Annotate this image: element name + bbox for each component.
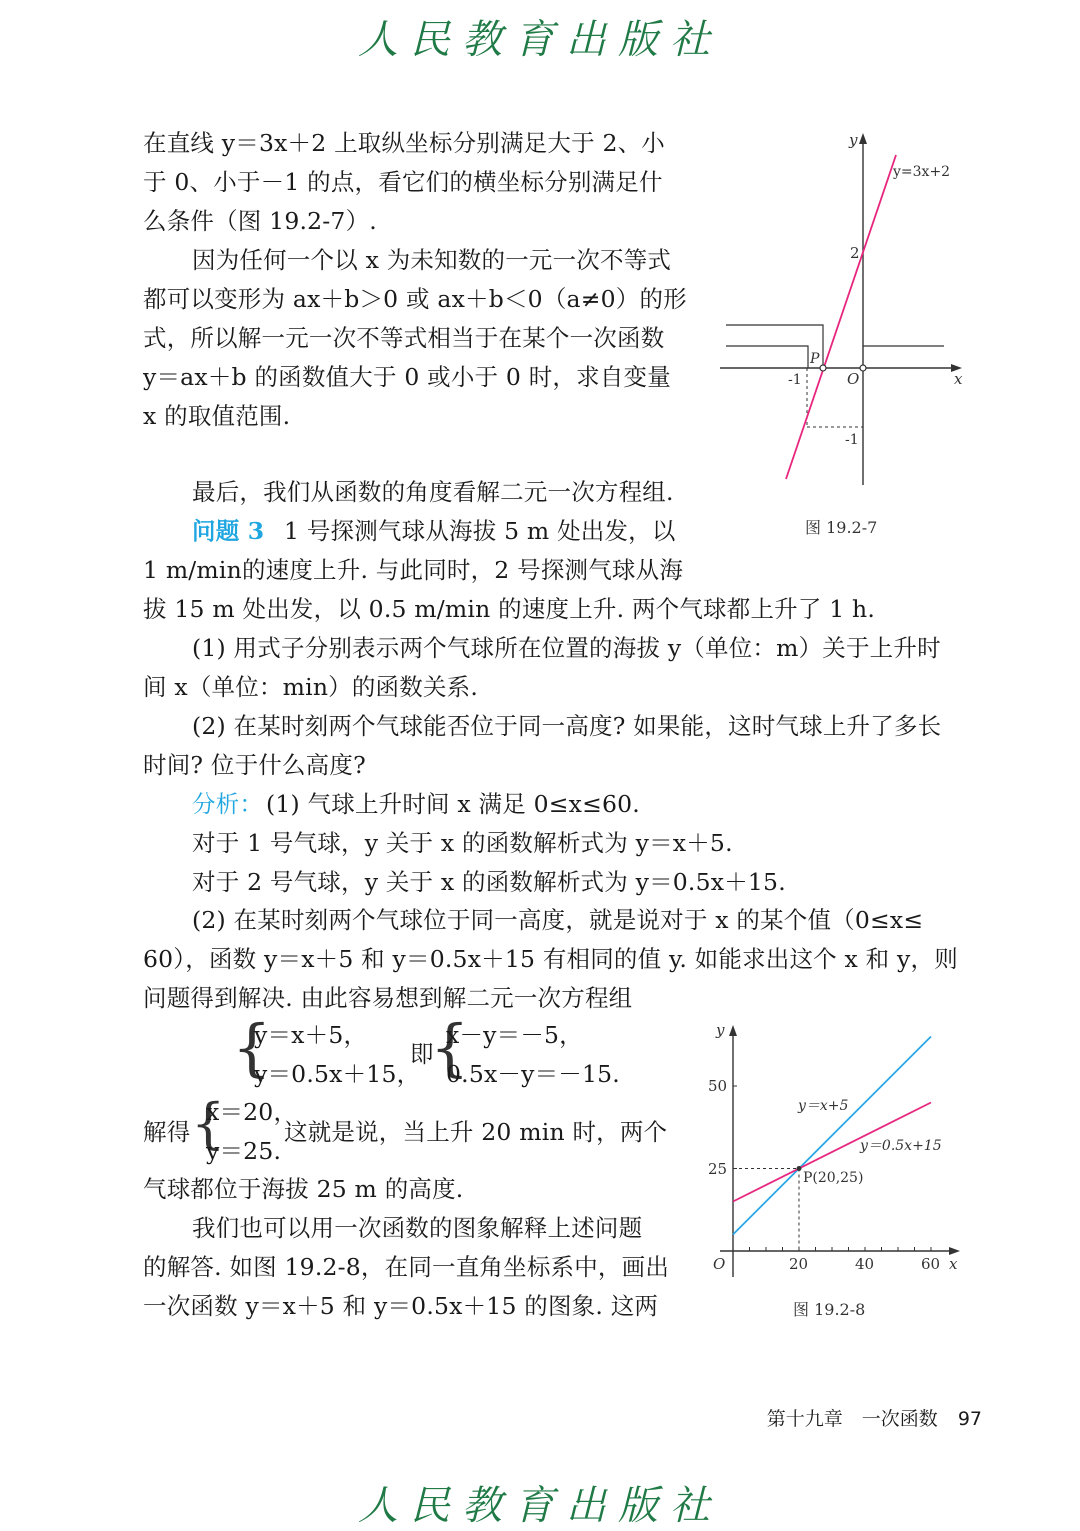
para1-line2: 于 0、小于－1 的点，看它们的横坐标分别满足什: [143, 168, 663, 196]
problem-label: 问题 3: [192, 517, 265, 545]
fig1-caption: 图 19.2-7: [805, 518, 878, 537]
fig2-line2-label: y＝0.5x+15: [860, 1138, 942, 1154]
analysis-label: 分析：: [192, 790, 264, 818]
fig2-origin: O: [713, 1255, 726, 1273]
para5-line3: 一次函数 y＝x＋5 和 y＝0.5x＋15 的图象. 这两: [143, 1292, 659, 1320]
problem-line2: 1 m/min的速度上升. 与此同时，2 号探测气球从海: [143, 556, 684, 584]
q2-line1: (2) 在某时刻两个气球能否位于同一高度? 如果能，这时气球上升了多长: [192, 712, 942, 740]
analysis-line1: (1) 气球上升时间 x 满足 0≤x≤60.: [266, 790, 640, 818]
fig2-line1-label: y＝x+5: [798, 1098, 849, 1114]
fig1-line-y-3x-2: [786, 155, 896, 479]
figure-19-2-8: [700, 1015, 970, 1290]
para2-line2: 都可以变形为 ax＋b＞0 或 ax＋b＜0（a≠0）的形: [143, 285, 687, 313]
analysis-line3: 对于 2 号气球，y 关于 x 的函数解析式为 y＝0.5x＋15.: [192, 868, 786, 896]
q2-line2: 时间? 位于什么高度?: [143, 751, 366, 779]
footer-chapter: 第十九章 一次函数: [766, 1408, 938, 1430]
fig2-tick-x-40: 40: [855, 1255, 875, 1273]
fig2-tick-y-50: 50: [708, 1077, 728, 1095]
para5-line2: 的解答. 如图 19.2-8，在同一直角坐标系中，画出: [143, 1253, 670, 1281]
q1-line1: (1) 用式子分别表示两个气球所在位置的海拔 y（单位：m）关于上升时: [192, 634, 941, 662]
fig2-x-label: x: [949, 1255, 958, 1273]
system-brace-left: {: [232, 1011, 272, 1084]
solution-y: y＝25.: [206, 1137, 282, 1165]
para1-line1: 在直线 y＝3x＋2 上取纵坐标分别满足大于 2、小: [143, 129, 665, 157]
fig1-line-label: y=3x+2: [893, 164, 951, 180]
fig2-tick-x-60: 60: [921, 1255, 941, 1273]
q1-line2: 间 x（单位：min）的函数关系.: [143, 673, 479, 701]
system-brace-right: {: [430, 1011, 470, 1084]
fig2-line-y-x-5: [733, 1037, 931, 1235]
fig2-x-arrow: [949, 1247, 960, 1255]
solution-x: x＝20，: [206, 1098, 298, 1126]
fig1-x-label: x: [954, 370, 963, 388]
publisher-logo-bottom: 人民教育出版社: [358, 1483, 722, 1529]
figure-19-2-7: [720, 125, 980, 495]
fig1-point-x-intercept: [860, 365, 866, 371]
solution-brace: {: [191, 1092, 226, 1155]
system-eq1: y＝x＋5，: [254, 1021, 368, 1049]
para3: 最后，我们从函数的角度看解二元一次方程组.: [192, 478, 674, 506]
solution-prefix: 解得: [143, 1118, 191, 1146]
fig1-origin: O: [847, 370, 860, 388]
system-ji: 即: [410, 1040, 434, 1068]
fig2-point-p: [797, 1166, 802, 1171]
system-eq4: 0.5x－y＝－15.: [446, 1060, 620, 1088]
para2-line1: 因为任何一个以 x 为未知数的一元一次不等式: [192, 246, 672, 274]
fig1-tick-2: 2: [850, 244, 860, 262]
system-eq3: x－y＝－5，: [446, 1021, 583, 1049]
fig2-y-label: y: [716, 1021, 725, 1039]
para5-line1: 我们也可以用一次函数的图象解释上述问题: [192, 1214, 643, 1242]
solution-next: 气球都位于海拔 25 m 的高度.: [143, 1175, 464, 1203]
footer-page-number: 97: [957, 1408, 982, 1430]
fig2-caption: 图 19.2-8: [793, 1300, 866, 1319]
para2-line5: x 的取值范围.: [143, 402, 291, 430]
page-footer: [767, 1404, 982, 1431]
fig1-tick-neg1-y: -1: [845, 432, 859, 448]
para2-line4: y＝ax＋b 的函数值大于 0 或小于 0 时，求自变量: [143, 363, 671, 391]
problem-line3: 拔 15 m 处出发，以 0.5 m/min 的速度上升. 两个气球都上升了 1 h.: [143, 595, 876, 623]
para4-line3: 问题得到解决. 由此容易想到解二元一次方程组: [143, 984, 633, 1012]
fig2-y-arrow: [729, 1025, 737, 1036]
para4-line1: (2) 在某时刻两个气球位于同一高度，就是说对于 x 的某个值（0≤x≤: [192, 906, 924, 934]
fig1-point-p: [820, 365, 826, 371]
para4-line2: 60），函数 y＝x＋5 和 y＝0.5x＋15 有相同的值 y. 如能求出这个 x 和 y，则: [143, 945, 958, 973]
fig2-tick-x-20: 20: [789, 1255, 809, 1273]
para1-line3: 么条件（图 19.2-7）.: [143, 207, 377, 235]
publisher-logo-top: 人民教育出版社: [358, 17, 722, 63]
problem-line1: 1 号探测气球从海拔 5 m 处出发，以: [284, 517, 676, 545]
fig1-y-label: y: [849, 131, 858, 149]
fig2-tick-y-25: 25: [708, 1160, 728, 1178]
system-eq2: y＝0.5x＋15，: [254, 1060, 421, 1088]
fig1-y-arrow: [859, 133, 867, 144]
fig1-point-p-label: P: [810, 351, 820, 367]
para2-line3: 式，所以解一元一次不等式相当于在某个一次函数: [143, 324, 665, 352]
solution-suffix: 这就是说，当上升 20 min 时，两个: [284, 1118, 668, 1146]
fig1-guide-y0-left: [726, 346, 808, 368]
fig1-tick-neg1-x: -1: [788, 372, 802, 388]
analysis-line2: 对于 1 号气球，y 关于 x 的函数解析式为 y＝x＋5.: [192, 829, 733, 857]
fig2-point-label: P(20,25): [803, 1170, 864, 1186]
